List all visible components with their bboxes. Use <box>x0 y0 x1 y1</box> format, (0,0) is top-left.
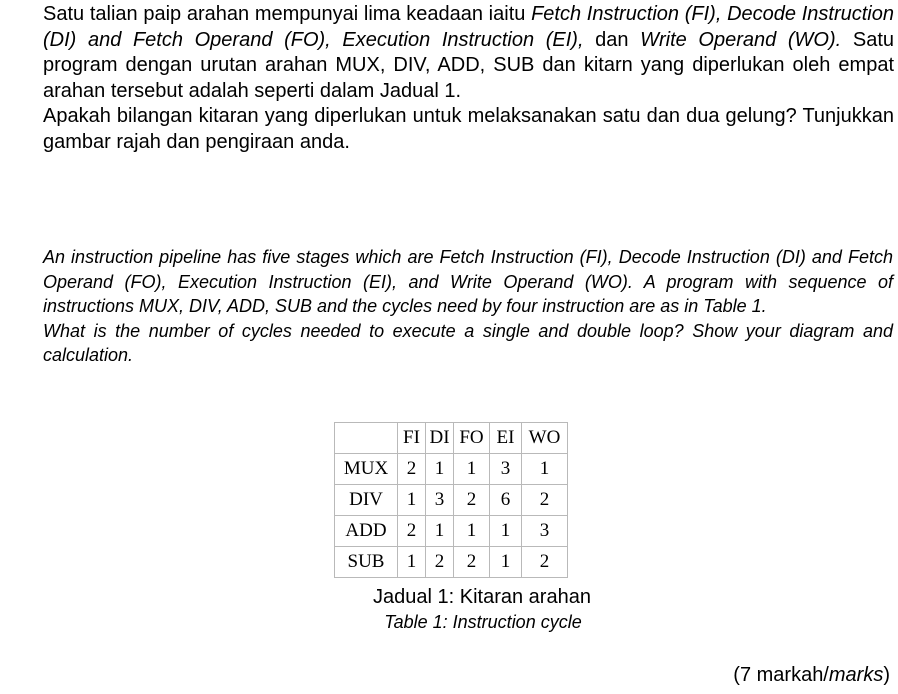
table-cell: 1 <box>426 516 454 547</box>
marks-label <box>733 664 890 687</box>
table-cell: 2 <box>398 516 426 547</box>
row-header: ADD <box>335 516 398 547</box>
table-cell: 3 <box>522 516 568 547</box>
column-header: EI <box>490 423 522 454</box>
table-cell: 1 <box>426 454 454 485</box>
malay-paragraph-1 <box>10 2 894 104</box>
english-paragraph-1: An instruction pipeline has five stages which are Fetch Instruction (FI), Decode Instruction (DI) and Fetch Operand (FO), Execution Instruction (EI), and Write Operand (WO). A program with sequence of instructions MUX, DIV, ADD, SUB and the cycles need by four instruction are as in Table 1. <box>43 247 893 317</box>
column-header: FO <box>454 423 490 454</box>
question-number <box>10 2 43 28</box>
table-row <box>335 547 568 578</box>
malay-text-c: dan <box>583 28 641 51</box>
malay-write-operand: Write Operand (WO). <box>640 28 842 51</box>
table-cell: 1 <box>454 454 490 485</box>
table-corner <box>335 423 398 454</box>
question-malay <box>10 2 894 155</box>
malay-paragraph-2: Apakah bilangan kitaran yang diperlukan untuk melaksanakan satu dan dua gelung? Tunjukkan gambar rajah dan pengiraan anda. <box>43 105 894 153</box>
table-header-row <box>335 423 568 454</box>
table-cell: 2 <box>454 547 490 578</box>
table-cell: 6 <box>490 485 522 516</box>
table-cell: 1 <box>454 516 490 547</box>
row-header: SUB <box>335 547 398 578</box>
table-cell: 3 <box>426 485 454 516</box>
table-cell: 2 <box>426 547 454 578</box>
table-cell: 2 <box>522 485 568 516</box>
english-paragraph-2: What is the number of cycles needed to execute a single and double loop? Show your diagram and calculation. <box>43 320 893 366</box>
table-row <box>335 485 568 516</box>
malay-stage-names: Fetch Instruction (FI), Decode Instruction (DI) and Fetch Operand (FO), Execution Instruction (EI), <box>43 3 894 51</box>
table-caption-english: Table 1: Instruction cycle <box>384 612 582 632</box>
table-cell: 1 <box>398 547 426 578</box>
table-cell: 1 <box>522 454 568 485</box>
table-cell: 3 <box>490 454 522 485</box>
cycle-table <box>334 422 568 578</box>
marks-prefix: (7 markah/ <box>733 664 829 686</box>
table-row <box>335 454 568 485</box>
malay-text-e: Satu program dengan urutan arahan MUX, DIV, ADD, SUB dan kitarn yang diperlukan oleh empat arahan tersebut adalah seperti dalam Jadual 1. <box>43 28 894 102</box>
table-cell: 1 <box>490 547 522 578</box>
column-header: FI <box>398 423 426 454</box>
table-cell: 2 <box>398 454 426 485</box>
table-cell: 1 <box>490 516 522 547</box>
row-header: DIV <box>335 485 398 516</box>
marks-italic: marks <box>828 664 884 686</box>
malay-text-a: Satu talian paip arahan mempunyai lima keadaan iaitu <box>43 3 532 25</box>
marks-suffix: ) <box>883 664 890 686</box>
table-cell: 2 <box>454 485 490 516</box>
column-header: WO <box>522 423 568 454</box>
table-cell: 1 <box>398 485 426 516</box>
table-caption-malay: Jadual 1: Kitaran arahan <box>373 586 591 608</box>
table-cell: 2 <box>522 547 568 578</box>
question-english <box>43 245 893 368</box>
row-header: MUX <box>335 454 398 485</box>
instruction-cycle-table <box>334 422 568 578</box>
column-header: DI <box>426 423 454 454</box>
table-row <box>335 516 568 547</box>
